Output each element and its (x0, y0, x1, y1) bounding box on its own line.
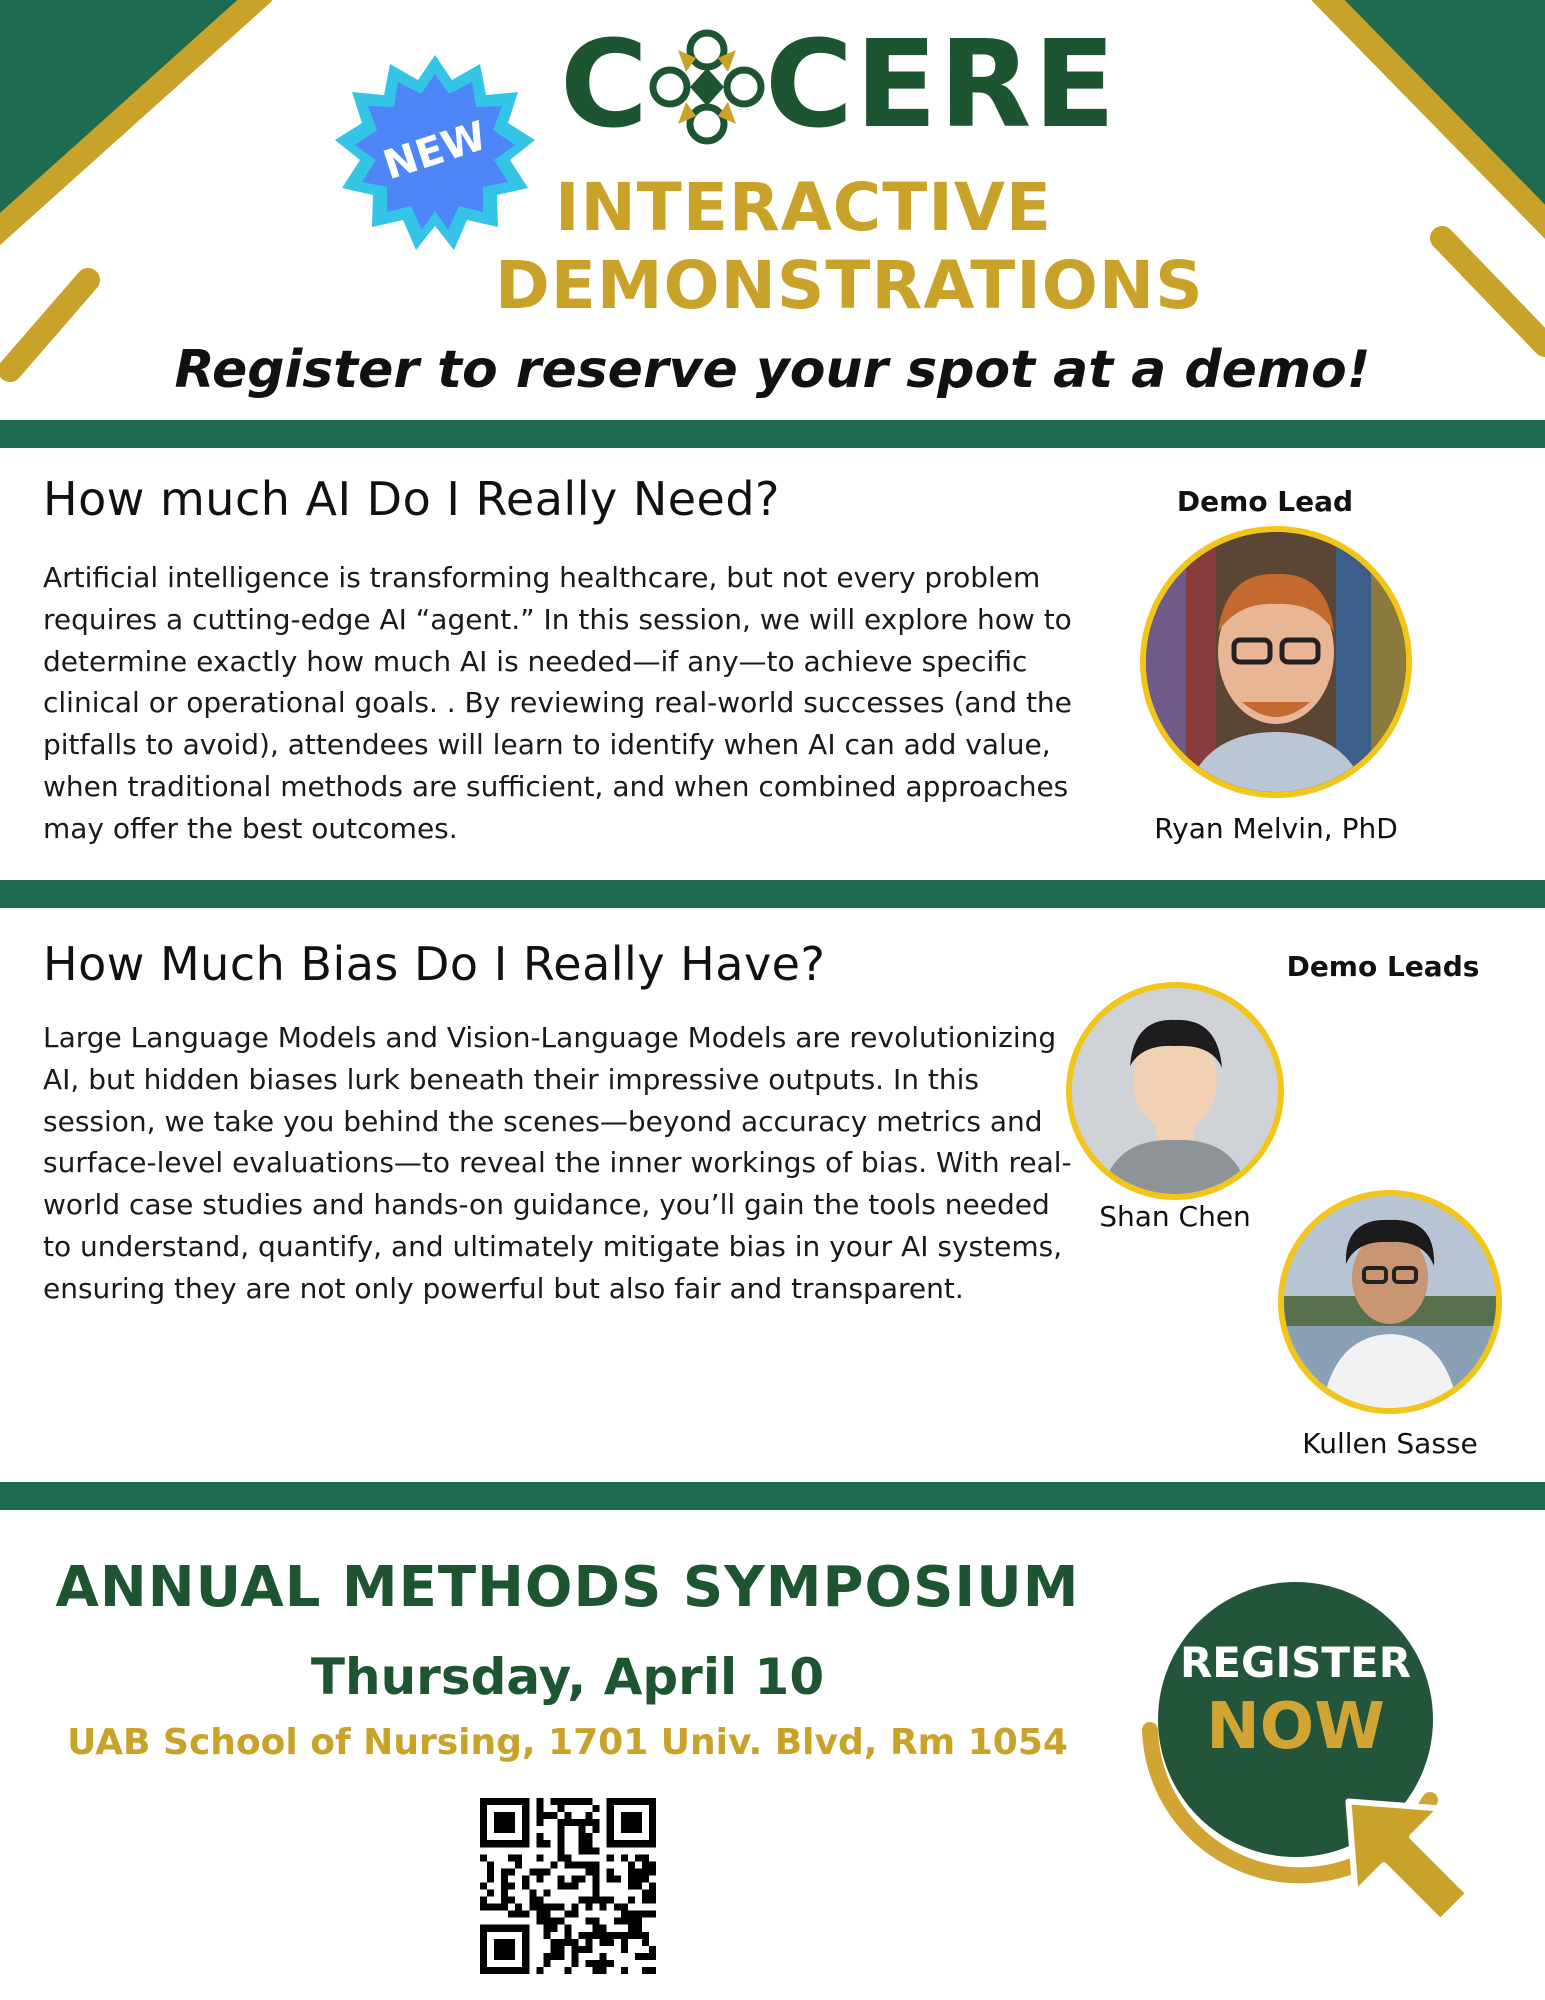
logo-wordmark: CERE (765, 16, 1118, 155)
new-badge-label: NEW (377, 112, 492, 190)
avatar (1140, 526, 1412, 798)
demo1-title: How much AI Do I Really Need? (43, 472, 780, 526)
cursor-arrow-icon (1325, 1778, 1485, 1938)
divider-top (0, 420, 1545, 448)
headline-line2: DEMONSTRATIONS (495, 247, 1204, 324)
headline-line1: INTERACTIVE (555, 169, 1052, 246)
tagline: Register to reserve your spot at a demo! (174, 340, 1371, 400)
qr-code-icon[interactable] (480, 1798, 656, 1974)
symposium-date: Thursday, April 10 (310, 1648, 825, 1706)
demo2-description: Large Language Models and Vision-Language Models are revolutionizing AI, but hidden biases lurk beneath their impressive outputs. In this session, we take you behind the scenes—beyond accuracy metrics and surface-level evaluations—to reveal the inner workings of bias. With real-world case studies and hands-on guidance, you’ll gain the tools needed to understand, quantify, and ultimately mitigate bias in your AI systems, ensuring they are not only powerful but also fair and transparent. (43, 1021, 1072, 1305)
logo (560, 16, 1118, 155)
logo-letter-c: C (560, 16, 651, 155)
symposium-title: ANNUAL METHODS SYMPOSIUM (55, 1555, 1080, 1620)
demo2-lead-name-2: Kullen Sasse (1302, 1427, 1478, 1460)
demo1-description: Artificial intelligence is transforming healthcare, but not every problem requires a cutting-edge AI “agent.” In this session, we will explore how to determine exactly how much AI is needed—if any—to achieve specific clinical or operational goals. . By reviewing real-world successes (and the pitfalls to avoid), attendees will learn to identify when AI can add value, when traditional methods are sufficient, and when combined approaches may offer the best outcomes. (43, 561, 1072, 845)
register-label: REGISTER (1179, 1638, 1412, 1687)
demo2-lead-label: Demo Leads (1286, 950, 1480, 983)
demo1-lead-name: Ryan Melvin, PhD (1154, 812, 1398, 845)
demo1-lead-label: Demo Lead (1176, 485, 1354, 518)
divider-middle (0, 880, 1545, 908)
divider-bottom (0, 1482, 1545, 1510)
now-label: NOW (1206, 1690, 1385, 1764)
demo2-title: How Much Bias Do I Really Have? (43, 937, 826, 991)
avatar (1278, 1190, 1502, 1414)
new-badge (330, 50, 540, 260)
logo-flower-icon (648, 28, 766, 146)
avatar (1066, 982, 1284, 1200)
demo2-lead-name-1: Shan Chen (1099, 1200, 1251, 1233)
symposium-location: UAB School of Nursing, 1701 Univ. Blvd, Rm 1054 (67, 1722, 1068, 1763)
